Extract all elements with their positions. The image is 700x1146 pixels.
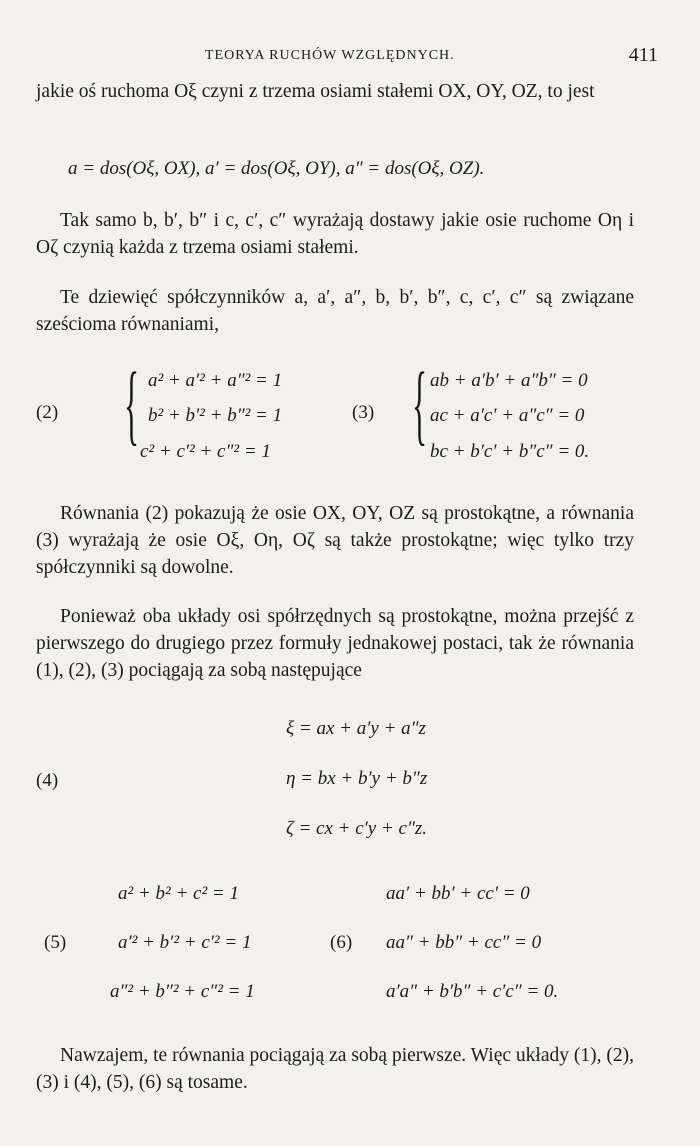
paragraph-6: Nawzajem, te równania pociągają za sobą pierwsze. Więc układy (1), (2), (3) i (4), (5), (6) są tosame.	[36, 1045, 634, 1093]
equation-5-line-1: a² + b² + c² = 1	[118, 883, 239, 904]
paragraph-1: jakie oś ruchoma Oξ czyni z trzema osiami stałemi OX, OY, OZ, to jest	[36, 81, 595, 102]
page-number: 411	[628, 44, 658, 66]
equation-5-line-3: a″² + b″² + c″² = 1	[110, 981, 255, 1002]
equation-5-line-2: a′² + b′² + c′² = 1	[118, 932, 252, 953]
equation-4-line-1: ξ = ax + a′y + a″z	[286, 718, 426, 739]
equation-label-4: (4)	[36, 770, 59, 791]
equation-3-line-1: ab + a′b′ + a″b″ = 0	[430, 370, 588, 391]
equation-6-line-2: aa″ + bb″ + cc″ = 0	[386, 932, 542, 953]
equation-6-line-3: a′a″ + b′b″ + c′c″ = 0.	[386, 981, 559, 1002]
equation-label-2: (2)	[36, 402, 59, 423]
paragraph-2: Tak samo b, b′, b″ i c, c′, c″ wyrażają dostawy jakie osie ruchome Oη i Oζ czynią każda z trzema osiami stałemi.	[36, 210, 634, 258]
header-title: TEORYA RUCHÓW WZGLĘDNYCH.	[205, 48, 455, 63]
equation-label-3: (3)	[352, 402, 375, 423]
equation-2-line-1: a² + a′² + a″² = 1	[148, 370, 283, 391]
equation-label-6: (6)	[330, 932, 353, 953]
paragraph-4: Równania (2) pokazują że osie OX, OY, OZ są prostokątne, a równania (3) wyrażają że osie Oξ, Oη, Oζ są także prostokątne; więc tylko trzy spółczynniki są dowolne.	[36, 503, 634, 578]
equation-3-line-2: ac + a′c′ + a″c″ = 0	[430, 405, 585, 426]
paragraph-5: Ponieważ oba układy osi spółrzędnych są prostokątne, można przejść z pierwszego do drugiego przez formuły jednakowej postaci, tak że równania (1), (2), (3) pociągają za sobą następujące	[36, 606, 634, 681]
equation-2-line-2: b² + b′² + b″² = 1	[148, 405, 283, 426]
equation-3-line-3: bc + b′c′ + b″c″ = 0.	[430, 441, 590, 462]
equation-label-5: (5)	[44, 932, 67, 953]
equation-4-line-3: ζ = cx + c′y + c″z.	[286, 818, 428, 839]
paragraph-3: Te dziewięć spółczynników a, a′, a″, b, b′, b″, c, c′, c″ są związane sześcioma równaniami,	[36, 287, 634, 335]
equation-6-line-1: aa′ + bb′ + cc′ = 0	[386, 883, 530, 904]
running-header	[0, 44, 700, 68]
equation-2-line-3: c² + c′² + c″² = 1	[140, 441, 271, 462]
left-brace: {	[412, 355, 428, 454]
left-brace: {	[124, 355, 140, 454]
equation-1: a = dos(Oξ, OX), a′ = dos(Oξ, OY), a″ = dos(Oξ, OZ).	[68, 158, 485, 179]
equation-4-line-2: η = bx + b′y + b″z	[286, 768, 428, 789]
